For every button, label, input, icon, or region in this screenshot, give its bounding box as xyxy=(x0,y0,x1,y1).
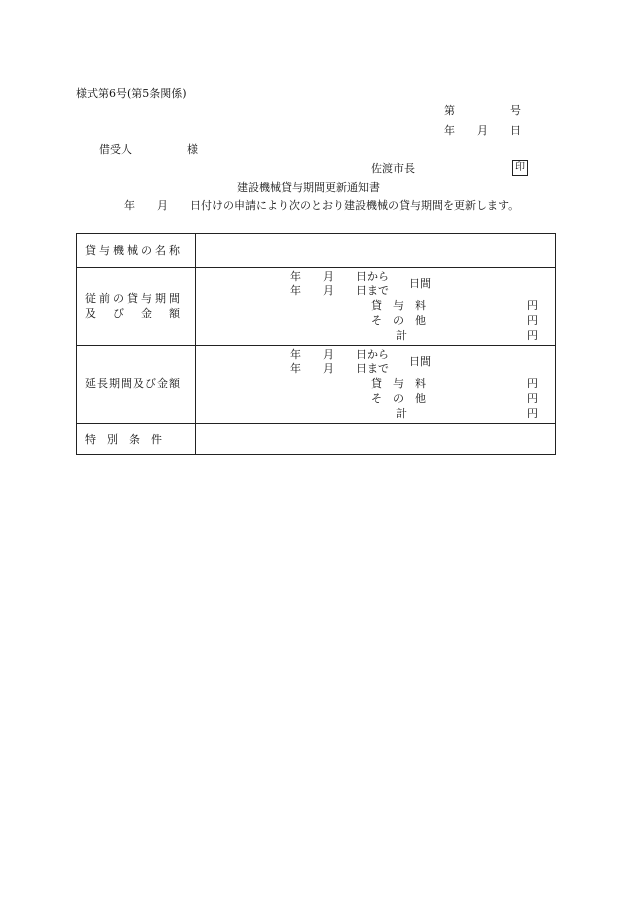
previous-total-label: 計 xyxy=(396,329,407,342)
document-title: 建設機械貸与期間更新通知書 xyxy=(237,181,380,194)
row-divider xyxy=(77,267,555,268)
extension-fee-label: 貸 与 料 xyxy=(371,377,426,390)
document-date: 年 月 日 xyxy=(444,124,521,137)
previous-fee-yen: 円 xyxy=(527,299,538,312)
intro-text: 年 月 日付けの申請により次のとおり建設機械の貸与期間を更新します。 xyxy=(124,199,520,212)
previous-period-label-line1: 従前の貸与期間 xyxy=(85,292,183,305)
previous-fee-label: 貸 与 料 xyxy=(371,299,426,312)
extension-period-label: 延長期間及び金額 xyxy=(85,377,181,390)
document-number: 第 号 xyxy=(444,104,521,117)
machine-name-label: 貸与機械の名称 xyxy=(85,244,183,257)
row-divider xyxy=(77,423,555,424)
seal-mark: 印 xyxy=(512,160,528,176)
previous-period-label-line2: 及 び 金 額 xyxy=(85,307,183,320)
previous-period-to: 年 月 日まで xyxy=(290,284,389,297)
extension-other-yen: 円 xyxy=(527,392,538,405)
row-divider xyxy=(77,345,555,346)
extension-other-label: そ の 他 xyxy=(371,392,426,405)
previous-other-label: そ の 他 xyxy=(371,314,426,327)
extension-period-from: 年 月 日から xyxy=(290,348,389,361)
form-number: 様式第6号(第5条関係) xyxy=(76,87,187,100)
extension-period-to: 年 月 日まで xyxy=(290,362,389,375)
previous-other-yen: 円 xyxy=(527,314,538,327)
extension-total-label: 計 xyxy=(396,407,407,420)
previous-period-days: 日間 xyxy=(409,277,431,290)
issuer-name: 佐渡市長 xyxy=(371,162,415,175)
previous-period-from: 年 月 日から xyxy=(290,270,389,283)
extension-fee-yen: 円 xyxy=(527,377,538,390)
previous-total-yen: 円 xyxy=(527,329,538,342)
addressee: 借受人 様 xyxy=(99,143,198,156)
special-conditions-label: 特 別 条 件 xyxy=(85,433,162,446)
extension-period-days: 日間 xyxy=(409,355,431,368)
extension-total-yen: 円 xyxy=(527,407,538,420)
notice-table xyxy=(76,233,556,455)
